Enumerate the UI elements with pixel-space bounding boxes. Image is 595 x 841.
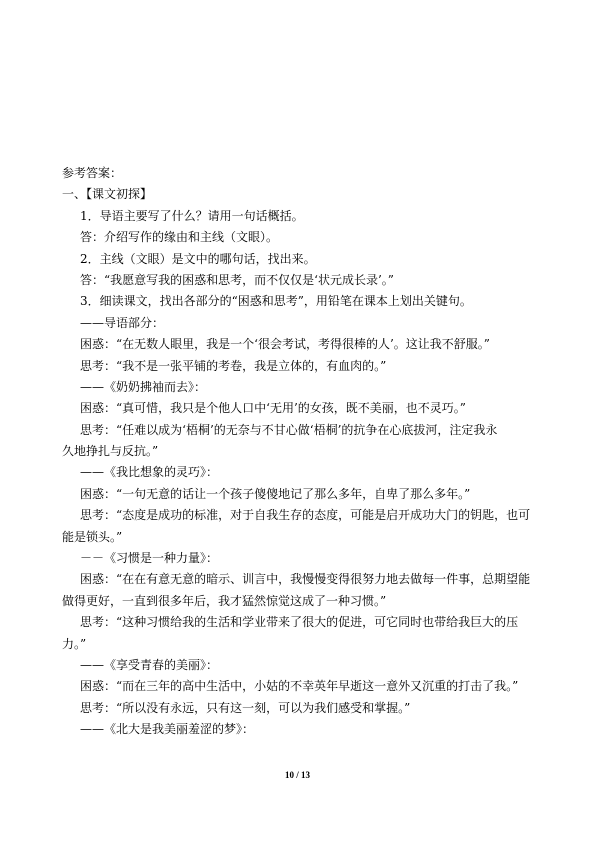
answer-2: 答：“我愿意写我的困惑和思考，而不仅仅是‘状元成长录’。” xyxy=(80,272,394,287)
part-dexterous-thinking-line2: 能是锁头。” xyxy=(62,529,123,544)
answers-heading: 参考答案： xyxy=(62,166,123,180)
page-number: 10 / 13 xyxy=(284,770,310,780)
part-habit-thinking-line2: 力。” xyxy=(62,636,87,651)
part-dexterous-thinking-line1: 思考：“态度是成功的标准，对于自我生存的态度，可能是启开成功大门的钥匙，也可 xyxy=(80,508,531,523)
answer-1: 答：介绍写作的缘由和主线（文眼）。 xyxy=(80,230,279,245)
part-title-habit: －－《习惯是一种力量》： xyxy=(80,551,219,566)
part-youth-confusion: 困惑：“而在三年的高中生活中，小姑的不幸英年早逝这一意外又沉重的打击了我。” xyxy=(80,679,519,694)
part-intro-thinking: 思考：“我不是一张平铺的考卷，我是立体的，有血肉的。” xyxy=(80,358,387,373)
part-youth-thinking: 思考：“所以没有永远，只有这一刻，可以为我们感受和掌握。” xyxy=(80,700,411,715)
question-3: 3．细读课文，找出各部分的“困惑和思考”，用铅笔在课本上划出关键句。 xyxy=(80,294,472,309)
part-title-grandma: ——《奶奶拂袖而去》： xyxy=(80,379,207,394)
answer-content xyxy=(62,163,537,741)
part-habit-confusion-line1: 困惑：“在在有意无意的暗示、训言中，我慢慢变得很努力地去做每一件事，总期望能 xyxy=(80,572,531,587)
question-1: 1．导语主要写了什么？请用一句话概括。 xyxy=(80,208,304,223)
part-grandma-thinking-line2: 久地挣扎与反抗。” xyxy=(62,444,159,459)
part-dexterous-confusion: 困惑：“一句无意的话让一个孩子傻傻地记了那么多年，自卑了那么多年。” xyxy=(80,486,471,501)
part-title-dexterous: ——《我比想象的灵巧》： xyxy=(80,465,219,480)
part-grandma-thinking-line1: 思考：“任难以成为‘梧桐’的无奈与不甘心做‘梧桐’的抗争在心底拔河，注定我永 xyxy=(80,422,498,437)
part-habit-confusion-line2: 做得更好，一直到很多年后，我才猛然惊觉这成了一种习惯。” xyxy=(62,593,387,608)
section-heading-1: 一、【课文初探】 xyxy=(62,187,153,202)
part-grandma-confusion: 困惑：“真可惜，我只是个他人口中‘无用’的女孩，既不美丽，也不灵巧。” xyxy=(80,401,466,416)
part-title-intro: ——导语部分： xyxy=(80,315,165,330)
part-intro-confusion: 困惑：“在无数人眼里，我是一个‘很会考试，考得很棒的人’。这让我不舒服。” xyxy=(80,337,490,352)
part-title-peking: ——《北大是我美丽羞涩的梦》： xyxy=(80,722,255,737)
part-title-youth: ——《享受青春的美丽》： xyxy=(80,657,219,672)
question-2: 2．主线（文眼）是文中的哪句话，找出来。 xyxy=(80,251,316,266)
part-habit-thinking-line1: 思考：“这种习惯给我的生活和学业带来了很大的促进，可它同时也带给我巨大的压 xyxy=(80,615,519,630)
